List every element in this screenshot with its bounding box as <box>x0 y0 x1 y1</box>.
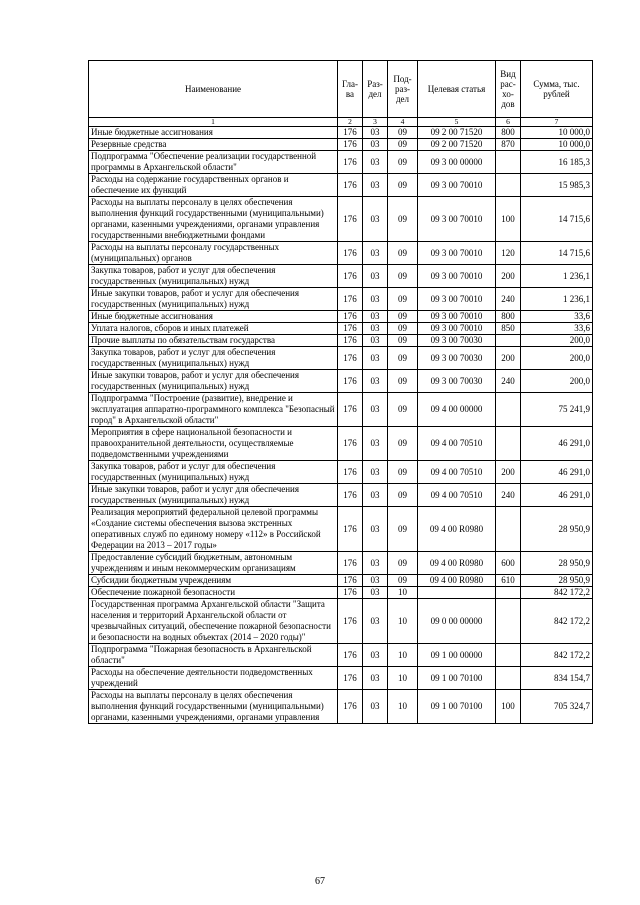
row-vid-cell: 100 <box>496 690 521 724</box>
row-sum-cell: 200,0 <box>521 347 593 370</box>
row-glava-cell: 176 <box>338 552 363 575</box>
row-razdel-cell: 03 <box>363 139 388 151</box>
row-vid-cell <box>496 335 521 347</box>
table-row <box>89 242 593 265</box>
row-podrazdel-cell: 09 <box>388 174 418 197</box>
table-row <box>89 311 593 323</box>
row-razdel-cell: 03 <box>363 323 388 335</box>
row-podrazdel-cell: 10 <box>388 644 418 667</box>
row-target-cell: 09 3 00 70010 <box>418 323 496 335</box>
column-number: 3 <box>363 118 388 127</box>
row-name-cell: Подпрограмма "Пожарная безопасность в Архангельской области" <box>89 644 338 667</box>
row-vid-cell: 200 <box>496 347 521 370</box>
table-row <box>89 690 593 724</box>
row-vid-cell: 850 <box>496 323 521 335</box>
row-podrazdel-cell: 09 <box>388 151 418 174</box>
row-vid-cell: 800 <box>496 127 521 139</box>
row-razdel-cell: 03 <box>363 507 388 552</box>
row-name-cell: Расходы на выплаты персоналу государственных (муниципальных) органов <box>89 242 338 265</box>
row-sum-cell: 46 291,0 <box>521 427 593 461</box>
table-row <box>89 323 593 335</box>
row-sum-cell: 200,0 <box>521 335 593 347</box>
table-row <box>89 507 593 552</box>
row-target-cell: 09 1 00 00000 <box>418 644 496 667</box>
row-sum-cell: 46 291,0 <box>521 461 593 484</box>
table-row <box>89 347 593 370</box>
row-name-cell: Закупка товаров, работ и услуг для обеспечения государственных (муниципальных) нужд <box>89 265 338 288</box>
row-name-cell: Обеспечение пожарной безопасности <box>89 587 338 599</box>
row-glava-cell: 176 <box>338 335 363 347</box>
row-target-cell: 09 4 00 70510 <box>418 461 496 484</box>
budget-table <box>88 60 593 724</box>
row-target-cell: 09 1 00 70100 <box>418 690 496 724</box>
row-name-cell: Резервные средства <box>89 139 338 151</box>
row-razdel-cell: 03 <box>363 151 388 174</box>
row-glava-cell: 176 <box>338 311 363 323</box>
row-glava-cell: 176 <box>338 288 363 311</box>
row-razdel-cell: 03 <box>363 335 388 347</box>
row-target-cell: 09 4 00 70510 <box>418 484 496 507</box>
row-razdel-cell: 03 <box>363 370 388 393</box>
column-number: 5 <box>418 118 496 127</box>
table-row <box>89 461 593 484</box>
row-podrazdel-cell: 09 <box>388 370 418 393</box>
row-name-cell: Иные закупки товаров, работ и услуг для обеспечения государственных (муниципальных) нужд <box>89 288 338 311</box>
row-glava-cell: 176 <box>338 575 363 587</box>
table-row <box>89 393 593 427</box>
row-sum-cell: 28 950,9 <box>521 575 593 587</box>
row-sum-cell: 28 950,9 <box>521 552 593 575</box>
row-podrazdel-cell: 09 <box>388 507 418 552</box>
row-target-cell: 09 3 00 70010 <box>418 288 496 311</box>
row-glava-cell: 176 <box>338 370 363 393</box>
row-target-cell: 09 3 00 70030 <box>418 335 496 347</box>
row-razdel-cell: 03 <box>363 265 388 288</box>
row-target-cell: 09 4 00 70510 <box>418 427 496 461</box>
row-name-cell: Закупка товаров, работ и услуг для обеспечения государственных (муниципальных) нужд <box>89 461 338 484</box>
row-glava-cell: 176 <box>338 599 363 644</box>
row-glava-cell: 176 <box>338 174 363 197</box>
row-podrazdel-cell: 09 <box>388 427 418 461</box>
row-sum-cell: 33,6 <box>521 311 593 323</box>
row-podrazdel-cell: 09 <box>388 393 418 427</box>
row-vid-cell <box>496 644 521 667</box>
header-razdel: Раз-дел <box>363 61 388 118</box>
row-vid-cell <box>496 393 521 427</box>
row-name-cell: Прочие выплаты по обязательствам государства <box>89 335 338 347</box>
row-vid-cell <box>496 151 521 174</box>
row-podrazdel-cell: 10 <box>388 599 418 644</box>
row-target-cell: 09 3 00 70030 <box>418 370 496 393</box>
row-razdel-cell: 03 <box>363 242 388 265</box>
row-glava-cell: 176 <box>338 461 363 484</box>
row-target-cell: 09 4 00 R0980 <box>418 575 496 587</box>
row-sum-cell: 842 172,2 <box>521 599 593 644</box>
row-vid-cell <box>496 507 521 552</box>
row-target-cell: 09 2 00 71520 <box>418 139 496 151</box>
row-glava-cell: 176 <box>338 265 363 288</box>
row-sum-cell: 75 241,9 <box>521 393 593 427</box>
row-name-cell: Иные закупки товаров, работ и услуг для обеспечения государственных (муниципальных) нужд <box>89 484 338 507</box>
row-vid-cell: 200 <box>496 461 521 484</box>
table-row <box>89 335 593 347</box>
table-row <box>89 484 593 507</box>
row-vid-cell: 800 <box>496 311 521 323</box>
table-row <box>89 197 593 242</box>
row-glava-cell: 176 <box>338 139 363 151</box>
column-number: 7 <box>521 118 593 127</box>
row-sum-cell: 16 185,3 <box>521 151 593 174</box>
row-vid-cell: 240 <box>496 288 521 311</box>
row-sum-cell: 842 172,2 <box>521 587 593 599</box>
row-razdel-cell: 03 <box>363 587 388 599</box>
page-number: 67 <box>315 876 325 887</box>
row-name-cell: Иные закупки товаров, работ и услуг для обеспечения государственных (муниципальных) нужд <box>89 370 338 393</box>
table-row <box>89 575 593 587</box>
column-number: 2 <box>338 118 363 127</box>
row-podrazdel-cell: 09 <box>388 127 418 139</box>
row-razdel-cell: 03 <box>363 174 388 197</box>
header-glava: Гла-ва <box>338 61 363 118</box>
row-target-cell: 09 4 00 00000 <box>418 393 496 427</box>
column-number-row <box>89 118 593 127</box>
table-row <box>89 667 593 690</box>
table-row <box>89 288 593 311</box>
row-vid-cell: 610 <box>496 575 521 587</box>
header-podrazdel: Под-раз-дел <box>388 61 418 118</box>
row-podrazdel-cell: 09 <box>388 461 418 484</box>
row-target-cell: 09 3 00 70010 <box>418 197 496 242</box>
table-row <box>89 644 593 667</box>
table-row <box>89 599 593 644</box>
row-glava-cell: 176 <box>338 507 363 552</box>
row-sum-cell: 33,6 <box>521 323 593 335</box>
table-row <box>89 174 593 197</box>
row-vid-cell: 200 <box>496 265 521 288</box>
row-razdel-cell: 03 <box>363 667 388 690</box>
table-row <box>89 587 593 599</box>
row-glava-cell: 176 <box>338 484 363 507</box>
row-name-cell: Государственная программа Архангельской области "Защита населения и территорий Архангельской области от чрезвычайных ситуаций, обеспечение пожарной безопасности и безопасности на водных объектах (2014 – 2020 годы)" <box>89 599 338 644</box>
row-glava-cell: 176 <box>338 197 363 242</box>
row-podrazdel-cell: 10 <box>388 690 418 724</box>
row-podrazdel-cell: 09 <box>388 288 418 311</box>
row-vid-cell: 870 <box>496 139 521 151</box>
row-podrazdel-cell: 09 <box>388 265 418 288</box>
row-target-cell <box>418 587 496 599</box>
row-sum-cell: 705 324,7 <box>521 690 593 724</box>
row-glava-cell: 176 <box>338 127 363 139</box>
row-razdel-cell: 03 <box>363 575 388 587</box>
header-target: Целевая статья <box>418 61 496 118</box>
row-razdel-cell: 03 <box>363 461 388 484</box>
row-razdel-cell: 03 <box>363 288 388 311</box>
row-glava-cell: 176 <box>338 323 363 335</box>
table-body <box>89 127 593 724</box>
row-razdel-cell: 03 <box>363 690 388 724</box>
table-row <box>89 151 593 174</box>
row-name-cell: Иные бюджетные ассигнования <box>89 127 338 139</box>
row-sum-cell: 46 291,0 <box>521 484 593 507</box>
row-vid-cell <box>496 174 521 197</box>
row-name-cell: Предоставление субсидий бюджетным, автономным учреждениям и иным некоммерческим организациям <box>89 552 338 575</box>
row-glava-cell: 176 <box>338 667 363 690</box>
table-row <box>89 370 593 393</box>
row-sum-cell: 834 154,7 <box>521 667 593 690</box>
row-razdel-cell: 03 <box>363 552 388 575</box>
row-sum-cell: 1 236,1 <box>521 288 593 311</box>
row-razdel-cell: 03 <box>363 311 388 323</box>
row-vid-cell <box>496 667 521 690</box>
header-name: Наименование <box>89 61 338 118</box>
row-name-cell: Расходы на обеспечение деятельности подведомственных учреждений <box>89 667 338 690</box>
row-glava-cell: 176 <box>338 393 363 427</box>
row-target-cell: 09 0 00 00000 <box>418 599 496 644</box>
row-podrazdel-cell: 09 <box>388 139 418 151</box>
row-target-cell: 09 3 00 70010 <box>418 242 496 265</box>
table-row <box>89 127 593 139</box>
row-podrazdel-cell: 09 <box>388 347 418 370</box>
row-podrazdel-cell: 09 <box>388 575 418 587</box>
row-vid-cell: 120 <box>496 242 521 265</box>
row-target-cell: 09 1 00 70100 <box>418 667 496 690</box>
row-sum-cell: 200,0 <box>521 370 593 393</box>
row-name-cell: Субсидии бюджетным учреждениям <box>89 575 338 587</box>
row-target-cell: 09 3 00 70010 <box>418 265 496 288</box>
row-name-cell: Мероприятия в сфере национальной безопасности и правоохранительной деятельности, осуществляемые подведомственными учреждениями <box>89 427 338 461</box>
row-razdel-cell: 03 <box>363 347 388 370</box>
row-sum-cell: 15 985,3 <box>521 174 593 197</box>
row-target-cell: 09 4 00 R0980 <box>418 552 496 575</box>
row-name-cell: Закупка товаров, работ и услуг для обеспечения государственных (муниципальных) нужд <box>89 347 338 370</box>
row-name-cell: Реализация мероприятий федеральной целевой программы «Создание системы обеспечения вызова экстренных оперативных служб по единому номеру «112» в Российской Федерации на 2013 – 2017 годы» <box>89 507 338 552</box>
row-name-cell: Уплата налогов, сборов и иных платежей <box>89 323 338 335</box>
row-razdel-cell: 03 <box>363 644 388 667</box>
row-glava-cell: 176 <box>338 587 363 599</box>
table-row <box>89 552 593 575</box>
row-vid-cell: 100 <box>496 197 521 242</box>
row-sum-cell: 10 000,0 <box>521 127 593 139</box>
row-podrazdel-cell: 09 <box>388 335 418 347</box>
row-glava-cell: 176 <box>338 347 363 370</box>
row-sum-cell: 842 172,2 <box>521 644 593 667</box>
table-row <box>89 265 593 288</box>
row-vid-cell <box>496 599 521 644</box>
row-name-cell: Расходы на выплаты персоналу в целях обеспечения выполнения функций государственными (муниципальными) органами, казенными учреждениями, органами управления <box>89 690 338 724</box>
row-name-cell: Иные бюджетные ассигнования <box>89 311 338 323</box>
column-number: 6 <box>496 118 521 127</box>
row-razdel-cell: 03 <box>363 393 388 427</box>
row-razdel-cell: 03 <box>363 427 388 461</box>
header-vid: Вид рас-хо-дов <box>496 61 521 118</box>
row-vid-cell <box>496 587 521 599</box>
row-name-cell: Подпрограмма "Обеспечение реализации государственной программы в Архангельской области" <box>89 151 338 174</box>
row-vid-cell <box>496 427 521 461</box>
row-podrazdel-cell: 09 <box>388 197 418 242</box>
row-sum-cell: 28 950,9 <box>521 507 593 552</box>
row-name-cell: Расходы на содержание государственных органов и обеспечение их функций <box>89 174 338 197</box>
row-podrazdel-cell: 10 <box>388 667 418 690</box>
row-target-cell: 09 3 00 70010 <box>418 174 496 197</box>
table-row <box>89 139 593 151</box>
row-target-cell: 09 3 00 00000 <box>418 151 496 174</box>
row-target-cell: 09 2 00 71520 <box>418 127 496 139</box>
column-number: 4 <box>388 118 418 127</box>
row-podrazdel-cell: 09 <box>388 484 418 507</box>
row-razdel-cell: 03 <box>363 484 388 507</box>
row-podrazdel-cell: 10 <box>388 587 418 599</box>
row-razdel-cell: 03 <box>363 127 388 139</box>
row-name-cell: Расходы на выплаты персоналу в целях обеспечения выполнения функций государственными (муниципальными) органами, казенными учреждениями, органами управления государственными внебюджетными фондами <box>89 197 338 242</box>
header-sum: Сумма, тыс. рублей <box>521 61 593 118</box>
row-vid-cell: 600 <box>496 552 521 575</box>
column-number: 1 <box>89 118 338 127</box>
row-sum-cell: 14 715,6 <box>521 242 593 265</box>
row-name-cell: Подпрограмма "Построение (развитие), внедрение и эксплуатация аппаратно-программного комплекса "Безопасный город" в Архангельской области" <box>89 393 338 427</box>
row-podrazdel-cell: 09 <box>388 552 418 575</box>
row-vid-cell: 240 <box>496 370 521 393</box>
row-target-cell: 09 3 00 70030 <box>418 347 496 370</box>
row-razdel-cell: 03 <box>363 197 388 242</box>
row-podrazdel-cell: 09 <box>388 242 418 265</box>
row-sum-cell: 14 715,6 <box>521 197 593 242</box>
row-sum-cell: 10 000,0 <box>521 139 593 151</box>
header-row <box>89 61 593 118</box>
row-razdel-cell: 03 <box>363 599 388 644</box>
row-target-cell: 09 3 00 70010 <box>418 311 496 323</box>
row-glava-cell: 176 <box>338 242 363 265</box>
row-podrazdel-cell: 09 <box>388 323 418 335</box>
table-row <box>89 427 593 461</box>
row-target-cell: 09 4 00 R0980 <box>418 507 496 552</box>
budget-sheet <box>88 60 592 724</box>
row-glava-cell: 176 <box>338 427 363 461</box>
row-glava-cell: 176 <box>338 151 363 174</box>
row-podrazdel-cell: 09 <box>388 311 418 323</box>
row-glava-cell: 176 <box>338 690 363 724</box>
row-glava-cell: 176 <box>338 644 363 667</box>
row-sum-cell: 1 236,1 <box>521 265 593 288</box>
row-vid-cell: 240 <box>496 484 521 507</box>
